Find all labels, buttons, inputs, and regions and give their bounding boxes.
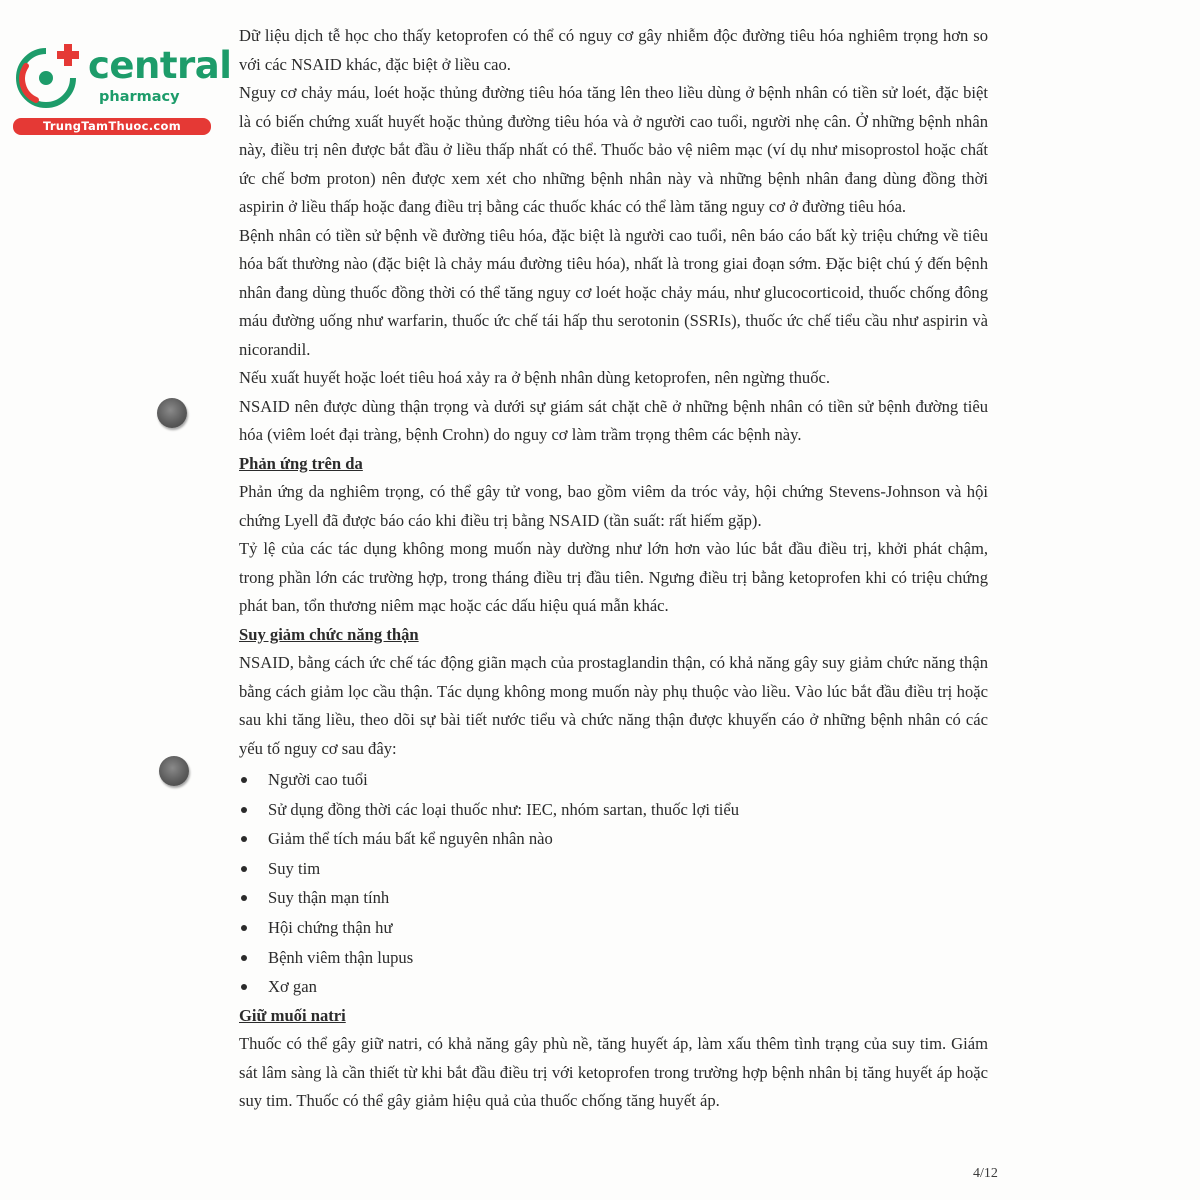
paragraph: Tỷ lệ của các tác dụng không mong muốn này dường như lớn hơn vào lúc bắt đầu điều trị, khởi phát chậm, trong phần lớn các trường hợp, trong tháng điều trị đầu tiên. Ngưng điều trị bằng ketoprofen khi có triệu chứng phát ban, tổn thương niêm mạc hoặc các dấu hiệu quá mẫn khác. (239, 539, 988, 615)
paragraph: Dữ liệu dịch tễ học cho thấy ketoprofen có thể có nguy cơ gây nhiễm độc đường tiêu hóa nghiêm trọng hơn so với các NSAID khác, đặc biệt ở liều cao. (239, 26, 988, 74)
list-item: Suy thận mạn tính (239, 883, 988, 913)
section-heading-kidney: Suy giảm chức năng thận (239, 624, 419, 644)
logo-brand-text: central (88, 44, 232, 87)
list-item: Sử dụng đồng thời các loại thuốc như: IEC, nhóm sartan, thuốc lợi tiểu (239, 795, 988, 825)
pharmacy-cross-c-icon (12, 38, 88, 114)
paragraph: NSAID, bằng cách ức chế tác động giãn mạch của prostaglandin thận, có khả năng gây suy giảm chức năng thận bằng cách giảm lọc cầu thận. Tác dụng không mong muốn này phụ thuộc vào liều. Vào lúc bắt đầu điều trị hoặc sau khi tăng liều, theo dõi sự bài tiết nước tiểu và chức năng thận được khuyến cáo ở những bệnh nhân có các yếu tố nguy cơ sau đây: (239, 653, 988, 758)
list-item: Hội chứng thận hư (239, 913, 988, 943)
document-body (239, 22, 988, 1116)
list-item: Bệnh viêm thận lupus (239, 943, 988, 973)
logo-site-banner: TrungTamThuoc.com (13, 118, 211, 135)
punch-hole-upper (157, 398, 187, 428)
section-heading-sodium: Giữ muối natri (239, 1005, 346, 1025)
punch-hole-lower (159, 756, 189, 786)
logo-sub-text: pharmacy (99, 89, 180, 105)
section-heading-skin: Phản ứng trên da (239, 453, 363, 473)
list-item: Người cao tuổi (239, 765, 988, 795)
list-item: Suy tim (239, 854, 988, 884)
paragraph: Bệnh nhân có tiền sử bệnh về đường tiêu hóa, đặc biệt là người cao tuổi, nên báo cáo bất kỳ triệu chứng về tiêu hóa bất thường nào (đặc biệt là chảy máu đường tiêu hóa), nhất là trong giai đoạn sớm. Đặc biệt chú ý đến bệnh nhân đang dùng thuốc đồng thời có thể tăng nguy cơ loét hoặc chảy máu, như glucocorticoid, thuốc chống đông máu đường uống như warfarin, thuốc ức chế tái hấp thu serotonin (SSRIs), thuốc ức chế tiểu cầu như aspirin và nicorandil. (239, 225, 988, 359)
paragraph: NSAID nên được dùng thận trọng và dưới sự giám sát chặt chẽ ở những bệnh nhân có tiền sử bệnh đường tiêu hóa (viêm loét đại tràng, bệnh Crohn) do nguy cơ làm trầm trọng thêm các bệnh này. (239, 396, 988, 444)
paragraph: Phản ứng da nghiêm trọng, có thể gây tử vong, bao gồm viêm da tróc vảy, hội chứng Stevens-Johnson và hội chứng Lyell đã được báo cáo khi điều trị bằng NSAID (tần suất: rất hiếm gặp). (239, 482, 988, 530)
page-number: 4/12 (973, 1166, 998, 1181)
paragraph: Nguy cơ chảy máu, loét hoặc thủng đường tiêu hóa tăng lên theo liều dùng ở bệnh nhân có tiền sử loét, đặc biệt là có biến chứng xuất huyết hoặc thủng đường tiêu hóa và ở người cao tuổi, người nhẹ cân. Ở những bệnh nhân này, điều trị nên được bắt đầu ở liều thấp nhất có thể. Thuốc bảo vệ niêm mạc (ví dụ như misoprostol hoặc chất ức chế bơm proton) nên được xem xét cho những bệnh nhân này và những bệnh nhân đang dùng đồng thời aspirin ở liều thấp hoặc đang điều trị bằng các thuốc khác có thể làm tăng nguy cơ ở đường tiêu hóa. (239, 83, 988, 216)
list-item: Xơ gan (239, 972, 988, 1002)
paragraph: Thuốc có thể gây giữ natri, có khả năng gây phù nề, tăng huyết áp, làm xấu thêm tình trạng của suy tim. Giám sát lâm sàng là cần thiết từ khi bắt đầu điều trị với ketoprofen trong trường hợp bệnh nhân bị tăng huyết áp hoặc suy tim. Thuốc có thể gây giảm hiệu quả của thuốc chống tăng huyết áp. (239, 1034, 988, 1111)
risk-factor-list (239, 763, 988, 1002)
paragraph: Nếu xuất huyết hoặc loét tiêu hoá xảy ra ở bệnh nhân dùng ketoprofen, nên ngừng thuốc. (239, 368, 831, 387)
list-item: Giảm thể tích máu bất kể nguyên nhân nào (239, 824, 988, 854)
central-pharmacy-logo[interactable] (10, 36, 232, 136)
